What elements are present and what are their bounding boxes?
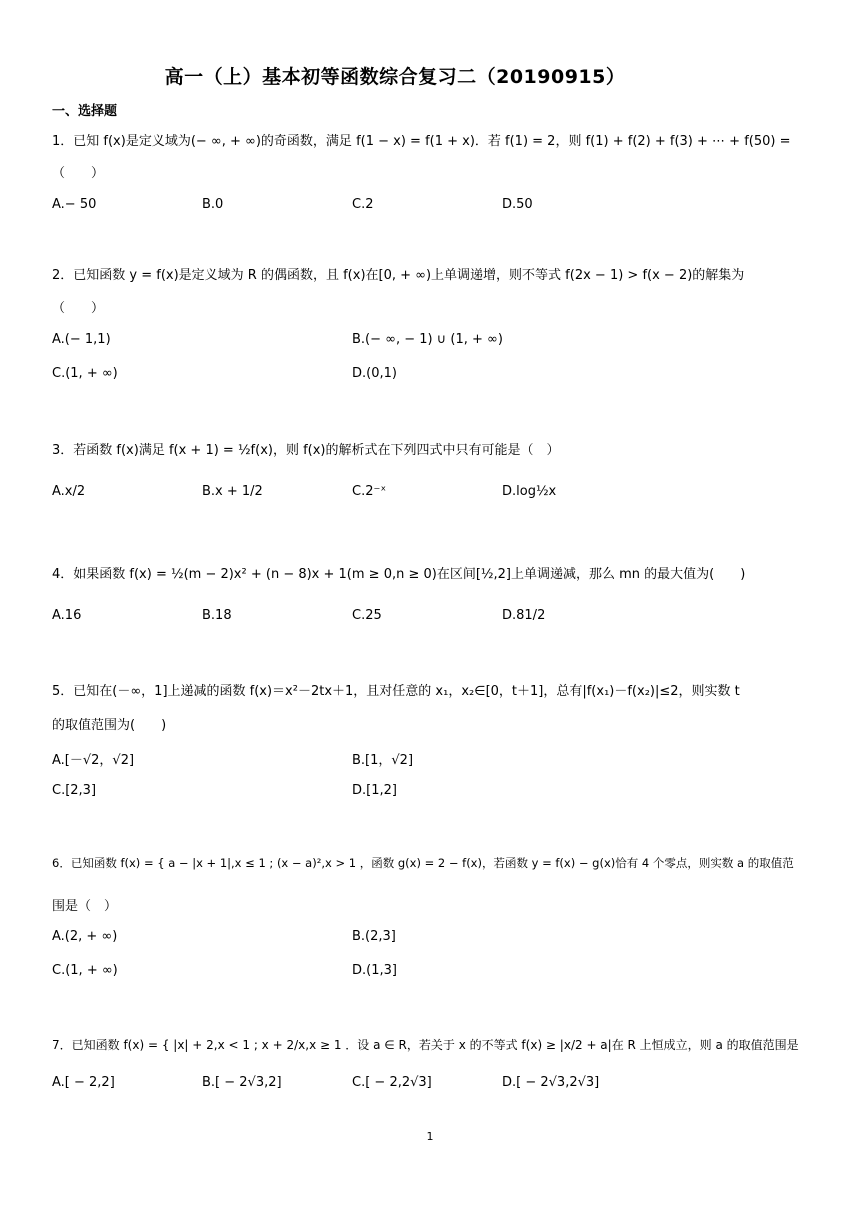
question-2-option-d: D.(0,1) <box>352 366 397 381</box>
question-4-option-a: A.16 <box>52 608 82 623</box>
question-7-option-d: D.[ − 2√3,2√3] <box>502 1075 600 1090</box>
question-5-line-1: 5．已知在(－∞，1]上递减的函数 f(x)＝x²－2tx＋1，且对任意的 x₁，x₂∈[0，t＋1]，总有|f(x₁)－f(x₂)|≤2，则实数 t <box>52 684 740 699</box>
question-7-line-1: 7．已知函数 f(x) = { |x| + 2,x < 1 ; x + 2/x,x ≥ 1 ．设 a ∈ R，若关于 x 的不等式 f(x) ≥ |x/2 + a|在 R 上恒成立，则 a 的取值范围是 <box>52 1038 799 1052</box>
question-4-line-1: 4．如果函数 f(x) = ½(m − 2)x² + (n − 8)x + 1(m ≥ 0,n ≥ 0)在区间[½,2]上单调递减，那么 mn 的最大值为( ) <box>52 567 746 582</box>
question-2-option-b: B.(− ∞, − 1) ∪ (1, + ∞) <box>352 332 503 347</box>
question-1-option-a: A.− 50 <box>52 197 97 212</box>
question-1-option-d: D.50 <box>502 197 533 212</box>
question-5-option-b: B.[1，√2] <box>352 753 414 768</box>
question-6-option-b: B.(2,3] <box>352 929 396 944</box>
question-1-line-1: 1．已知 f(x)是定义域为(− ∞, + ∞)的奇函数，满足 f(1 − x) = f(1 + x)．若 f(1) = 2，则 f(1) + f(2) + f(3) + ⋯ + f(50) = <box>52 134 791 149</box>
question-4-option-b: B.18 <box>202 608 232 623</box>
section-heading: 一、选择题 <box>52 104 118 119</box>
question-3-option-a: A.x/2 <box>52 484 86 499</box>
question-6-line-1: 6．已知函数 f(x) = { a − |x + 1|,x ≤ 1 ; (x − a)²,x > 1 ，函数 g(x) = 2 − f(x)，若函数 y = f(x) − g(x)恰有 4 个零点，则实数 a 的取值范 <box>52 856 794 870</box>
question-5-option-a: A.[－√2，√2] <box>52 753 135 768</box>
question-2-option-c: C.(1, + ∞) <box>52 366 118 381</box>
question-5-option-d: D.[1,2] <box>352 783 397 798</box>
question-6-option-d: D.(1,3] <box>352 963 397 978</box>
question-3-option-b: B.x + 1/2 <box>202 484 263 499</box>
question-2-line-1: 2．已知函数 y = f(x)是定义域为 R 的偶函数，且 f(x)在[0, + ∞)上单调递增，则不等式 f(2x − 1) > f(x − 2)的解集为 <box>52 268 745 283</box>
question-6-option-a: A.(2, + ∞) <box>52 929 118 944</box>
question-4-option-d: D.81/2 <box>502 608 546 623</box>
question-6-option-c: C.(1, + ∞) <box>52 963 118 978</box>
question-1-option-c: C.2 <box>352 197 374 212</box>
question-4-option-c: C.25 <box>352 608 382 623</box>
question-1-line-2: （ ） <box>52 166 105 181</box>
question-5-line-2: 的取值范围为( ) <box>52 718 167 733</box>
question-3-option-d: D.log½x <box>502 484 557 499</box>
question-3-line-1: 3．若函数 f(x)满足 f(x + 1) = ½f(x)，则 f(x)的解析式在下列四式中只有可能是（ ） <box>52 443 560 458</box>
question-3-option-c: C.2⁻ˣ <box>352 484 387 499</box>
question-7-option-b: B.[ − 2√3,2] <box>202 1075 282 1090</box>
page-title: 高一（上）基本初等函数综合复习二（20190915） <box>164 66 626 88</box>
page-number: 1 <box>426 1130 434 1143</box>
question-7-option-a: A.[ − 2,2] <box>52 1075 115 1090</box>
question-5-option-c: C.[2,3] <box>52 783 97 798</box>
question-2-option-a: A.(− 1,1) <box>52 332 111 347</box>
question-7-option-c: C.[ − 2,2√3] <box>352 1075 432 1090</box>
question-2-line-2: （ ） <box>52 301 105 316</box>
question-1-option-b: B.0 <box>202 197 224 212</box>
question-6-line-2: 围是（ ） <box>52 899 118 914</box>
